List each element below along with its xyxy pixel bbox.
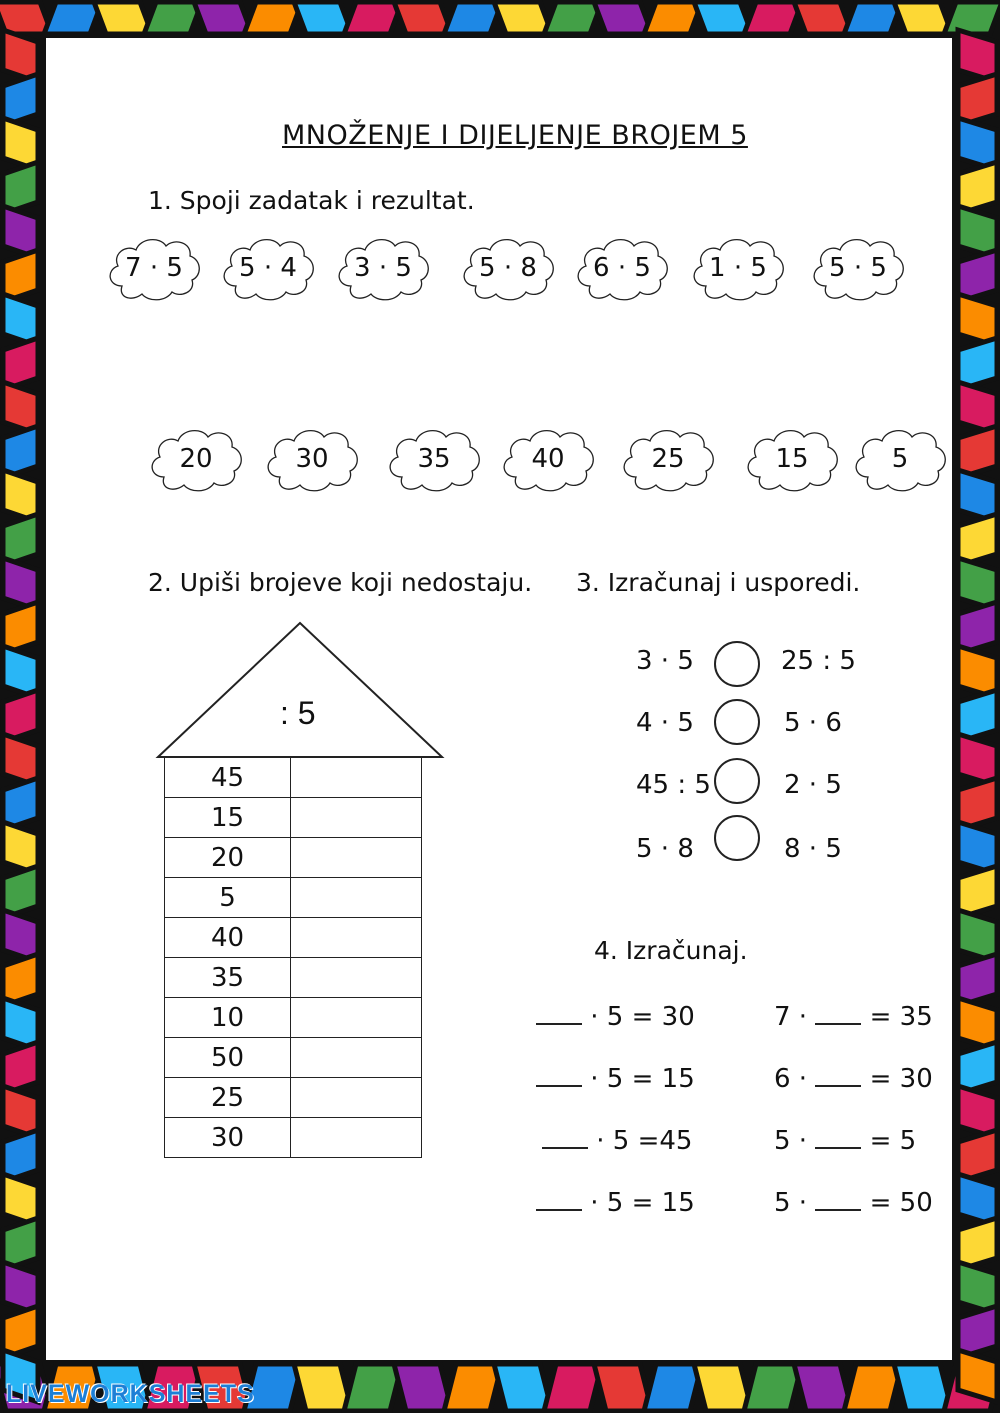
answer-cell[interactable] (291, 758, 422, 798)
equation-suffix: = 35 (861, 1002, 933, 1032)
cloud-label: 7 · 5 (125, 253, 183, 283)
compare-circle[interactable] (714, 699, 760, 745)
task1-heading: 1. Spoji zadatak i rezultat. (148, 186, 475, 215)
equation-left (536, 1002, 695, 1032)
dividend-cell: 25 (165, 1078, 291, 1118)
answer-cell[interactable] (291, 998, 422, 1038)
answer-cell[interactable] (291, 918, 422, 958)
compare-left: 4 · 5 (636, 708, 694, 738)
result-cloud[interactable] (146, 425, 246, 493)
answer-blank[interactable] (815, 1003, 861, 1025)
answer-cell[interactable] (291, 798, 422, 838)
result-cloud[interactable] (498, 425, 598, 493)
answer-blank[interactable] (815, 1189, 861, 1211)
cloud-label: 40 (531, 444, 565, 474)
dividend-cell: 40 (165, 918, 291, 958)
compare-right: 8 · 5 (784, 834, 842, 864)
compare-left: 45 : 5 (636, 770, 711, 800)
problem-cloud[interactable] (808, 234, 908, 302)
compare-right: 5 · 6 (784, 708, 842, 738)
equation-text: · 5 = 15 (582, 1188, 695, 1218)
division-table (164, 757, 422, 1158)
problem-cloud[interactable] (333, 234, 433, 302)
answer-cell[interactable] (291, 878, 422, 918)
problem-cloud[interactable] (572, 234, 672, 302)
table-row (165, 998, 422, 1038)
dividend-cell: 20 (165, 838, 291, 878)
answer-cell[interactable] (291, 838, 422, 878)
cloud-label: 30 (295, 444, 329, 474)
cloud-label: 6 · 5 (593, 253, 651, 283)
cloud-label: 15 (775, 444, 809, 474)
answer-blank[interactable] (815, 1065, 861, 1087)
table-row (165, 878, 422, 918)
equation-right (774, 1126, 916, 1156)
dividend-cell: 5 (165, 878, 291, 918)
compare-circle[interactable] (714, 758, 760, 804)
cloud-label: 25 (651, 444, 685, 474)
equation-left (536, 1064, 695, 1094)
dividend-cell: 30 (165, 1118, 291, 1158)
answer-blank[interactable] (536, 1189, 582, 1211)
equation-prefix: 7 · (774, 1002, 816, 1032)
cloud-label: 1 · 5 (709, 253, 767, 283)
result-cloud[interactable] (618, 425, 718, 493)
equation-suffix: = 50 (861, 1188, 933, 1218)
problem-cloud[interactable] (218, 234, 318, 302)
table-row (165, 918, 422, 958)
task3-heading: 3. Izračunaj i usporedi. (576, 568, 861, 597)
answer-blank[interactable] (542, 1127, 588, 1149)
page-title: MNOŽENJE I DIJELJENJE BROJEM 5 (282, 120, 748, 151)
compare-right: 2 · 5 (784, 770, 842, 800)
cloud-label: 5 · 8 (479, 253, 537, 283)
house-roof (155, 620, 445, 760)
equation-prefix: 5 · (774, 1188, 816, 1218)
problem-cloud[interactable] (458, 234, 558, 302)
house-divisor-label: : 5 (280, 695, 316, 731)
equation-suffix: = 30 (861, 1064, 933, 1094)
result-cloud[interactable] (384, 425, 484, 493)
dividend-cell: 15 (165, 798, 291, 838)
table-row (165, 798, 422, 838)
answer-blank[interactable] (536, 1065, 582, 1087)
compare-circle[interactable] (714, 641, 760, 687)
equation-text: · 5 = 30 (582, 1002, 695, 1032)
table-row (165, 1078, 422, 1118)
equation-right (774, 1188, 933, 1218)
table-row (165, 1038, 422, 1078)
table-row (165, 1118, 422, 1158)
cloud-label: 5 (891, 444, 909, 474)
liveworksheets-logo: LIVEWORKSHEETS (6, 1380, 255, 1408)
answer-cell[interactable] (291, 958, 422, 998)
compare-left: 3 · 5 (636, 646, 694, 676)
dividend-cell: 10 (165, 998, 291, 1038)
answer-cell[interactable] (291, 1118, 422, 1158)
table-row (165, 838, 422, 878)
table-row (165, 958, 422, 998)
equation-text: · 5 = 15 (582, 1064, 695, 1094)
problem-cloud[interactable] (104, 234, 204, 302)
equation-suffix: = 5 (861, 1126, 917, 1156)
cloud-label: 3 · 5 (354, 253, 412, 283)
equation-prefix: 6 · (774, 1064, 816, 1094)
problem-cloud[interactable] (688, 234, 788, 302)
dividend-cell: 50 (165, 1038, 291, 1078)
cloud-label: 5 · 5 (829, 253, 887, 283)
equation-left (536, 1188, 695, 1218)
equation-right (774, 1064, 933, 1094)
result-cloud[interactable] (262, 425, 362, 493)
compare-right: 25 : 5 (781, 646, 856, 676)
equation-left (542, 1126, 692, 1156)
cloud-label: 35 (417, 444, 451, 474)
answer-blank[interactable] (815, 1127, 861, 1149)
dividend-cell: 45 (165, 758, 291, 798)
cloud-label: 5 · 4 (239, 253, 297, 283)
answer-cell[interactable] (291, 1078, 422, 1118)
cloud-label: 20 (179, 444, 213, 474)
equation-right (774, 1002, 933, 1032)
dividend-cell: 35 (165, 958, 291, 998)
compare-left: 5 · 8 (636, 834, 694, 864)
task2-heading: 2. Upiši brojeve koji nedostaju. (148, 568, 533, 597)
equation-text: · 5 =45 (588, 1126, 693, 1156)
table-row (165, 758, 422, 798)
compare-circle[interactable] (714, 815, 760, 861)
answer-blank[interactable] (536, 1003, 582, 1025)
answer-cell[interactable] (291, 1038, 422, 1078)
task4-heading: 4. Izračunaj. (594, 936, 748, 965)
equation-prefix: 5 · (774, 1126, 816, 1156)
result-cloud[interactable] (742, 425, 842, 493)
result-cloud[interactable] (850, 425, 950, 493)
